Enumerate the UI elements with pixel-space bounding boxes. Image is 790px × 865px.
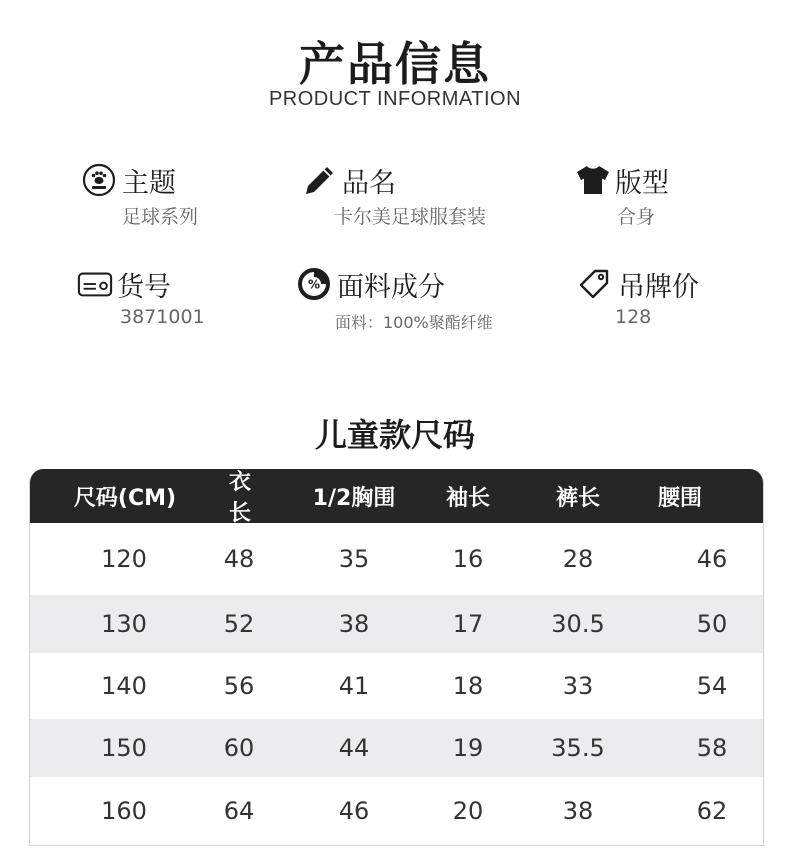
column-header: 裤长: [555, 485, 600, 511]
table-cell: 52: [223, 610, 255, 638]
attr-value: 128: [615, 306, 652, 328]
table-cell: 48: [223, 545, 255, 573]
column-header: 袖长: [445, 485, 490, 511]
tshirt-icon: [575, 162, 611, 198]
table-cell: 28: [562, 545, 594, 573]
price-tag-icon: [578, 266, 614, 302]
page-subtitle: PRODUCT INFORMATION: [268, 88, 522, 110]
attr-theme: [82, 162, 198, 229]
table-cell: 44: [338, 734, 370, 762]
svg-text:%: %: [307, 277, 321, 292]
table-row: [30, 523, 763, 595]
column-header: 尺码(CM): [73, 485, 177, 511]
table-cell: 16: [452, 545, 484, 573]
attr-tag-price: [578, 266, 699, 328]
table-row: [30, 653, 763, 719]
percent-circle-icon: [297, 266, 333, 302]
table-cell: 30.5: [551, 610, 605, 638]
table-cell: 140: [101, 672, 147, 700]
attr-label: 货号: [117, 271, 171, 303]
table-cell: 56: [223, 672, 255, 700]
table-cell: 160: [101, 797, 147, 825]
attr-label: 主题: [122, 167, 176, 199]
attr-value: 卡尔美足球服套装: [334, 206, 487, 228]
table-cell: 35.5: [551, 734, 605, 762]
attr-fit: [575, 162, 669, 229]
attr-label: 品名: [342, 167, 396, 199]
table-cell: 150: [101, 734, 147, 762]
attr-value: 面料：100%聚酯纤维: [335, 313, 493, 332]
table-cell: 50: [696, 610, 728, 638]
column-header: 衣长: [228, 470, 251, 526]
page-title: 产品信息: [299, 37, 491, 91]
kelme-logo-icon: [82, 162, 118, 198]
table-cell: 38: [338, 610, 370, 638]
table-row: [30, 777, 763, 845]
table-cell: 41: [338, 672, 370, 700]
table-cell: 60: [223, 734, 255, 762]
table-cell: 20: [452, 797, 484, 825]
table-header: [30, 469, 763, 526]
column-header: 腰围: [657, 485, 702, 511]
table-cell: 33: [562, 672, 594, 700]
table-cell: 19: [452, 734, 484, 762]
table-cell: 54: [696, 672, 728, 700]
attr-label: 面料成分: [337, 271, 445, 303]
attr-value: 3871001: [120, 306, 205, 328]
table-cell: 62: [696, 797, 728, 825]
attr-label: 版型: [615, 167, 669, 199]
attr-article-number: [77, 266, 205, 328]
table-cell: 58: [696, 734, 728, 762]
table-cell: 38: [562, 797, 594, 825]
table-cell: 46: [696, 545, 728, 573]
id-card-icon: [77, 266, 113, 302]
table-cell: 64: [223, 797, 255, 825]
attr-label: 吊牌价: [618, 271, 699, 303]
table-cell: 120: [101, 545, 147, 573]
table-row: [30, 595, 763, 653]
table-cell: 46: [338, 797, 370, 825]
pencil-icon: [302, 162, 338, 198]
table-cell: 17: [452, 610, 484, 638]
attr-value: 合身: [617, 206, 656, 228]
column-header: 1/2胸围: [312, 485, 396, 511]
size-chart-title: 儿童款尺码: [314, 416, 475, 454]
attr-product-name: [302, 162, 486, 229]
table-cell: 18: [452, 672, 484, 700]
attr-value: 足球系列: [122, 206, 199, 228]
table-cell: 35: [338, 545, 370, 573]
attr-fabric: [297, 266, 493, 333]
table-cell: 130: [101, 610, 147, 638]
table-row: [30, 719, 763, 777]
size-table: [29, 469, 764, 846]
